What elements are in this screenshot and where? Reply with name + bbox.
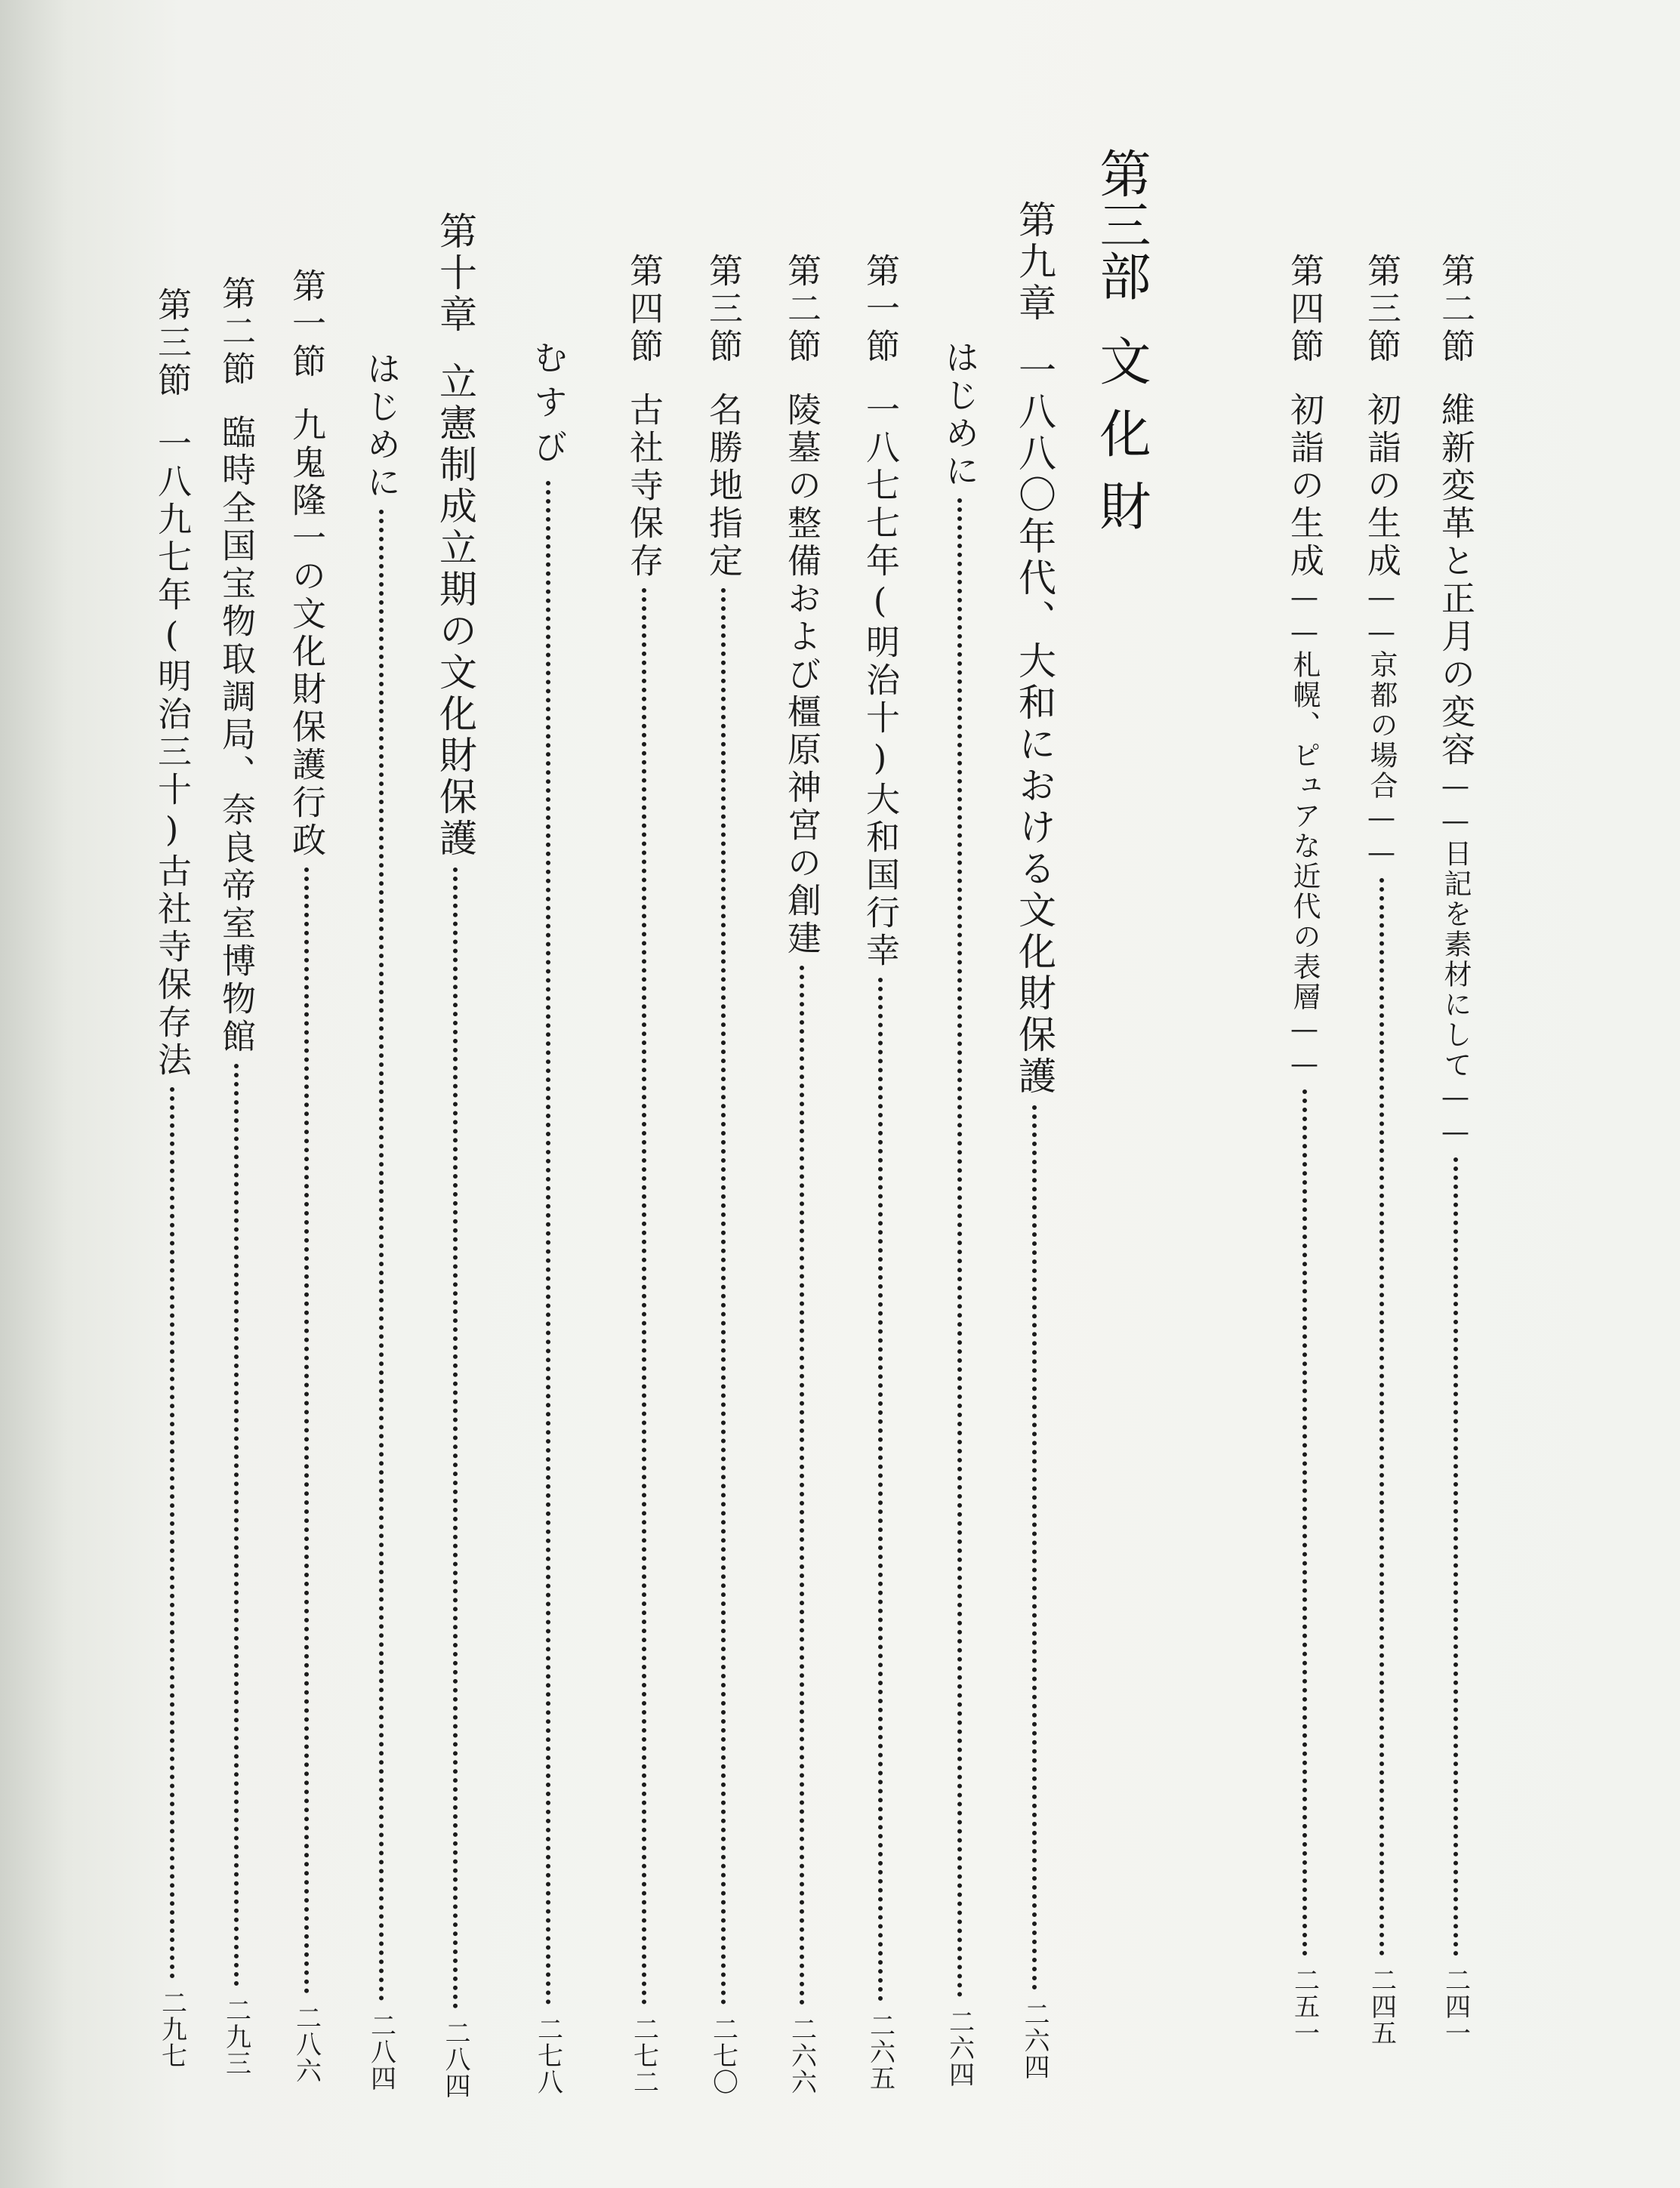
dot-leader (642, 588, 646, 2005)
entry-title: 陵墓の整備および橿原神宮の創建 (781, 392, 822, 958)
section-number: 第三節 (1361, 253, 1401, 366)
page-number: 二四一 (1440, 1967, 1471, 2046)
toc-entry[interactable] (152, 287, 192, 2069)
entry-title: むすび (528, 340, 568, 473)
page-number: 二六五 (865, 2012, 895, 2091)
entry-title: はじめに (939, 340, 979, 491)
chapter-title: 一八八〇年代、大和における文化財保護 (1013, 350, 1056, 1098)
page-number: 二七八 (532, 2016, 563, 2095)
dot-leader (957, 498, 962, 1998)
dot-leader (234, 1064, 239, 1986)
dot-leader (721, 588, 726, 2005)
part-number: 第三部 (1091, 147, 1151, 301)
page-number: 二六四 (1019, 2001, 1050, 2080)
dot-leader (379, 510, 384, 2002)
toc-entry[interactable] (361, 351, 401, 2091)
page-number: 二七二 (628, 2016, 659, 2095)
entry-subtitle: ——日記を素材にして—— (1439, 769, 1472, 1150)
dot-leader (800, 966, 804, 2005)
toc-entry[interactable] (860, 253, 900, 2091)
toc-entry[interactable] (1435, 253, 1475, 2046)
toc-entry[interactable] (1284, 253, 1324, 2046)
part-heading[interactable] (1091, 147, 1151, 552)
page-number: 二九三 (220, 1997, 251, 2076)
entry-title: 古社寺保存 (624, 392, 664, 581)
entry-subtitle: ——京都の場合—— (1365, 581, 1398, 871)
dot-leader (1453, 1157, 1458, 1956)
section-number: 第二節 (216, 276, 256, 389)
chapter-number: 第九章 (1013, 200, 1056, 325)
section-number: 第一節 (860, 253, 900, 366)
page-number: 二八六 (291, 2005, 322, 2084)
entry-title: はじめに (361, 351, 401, 502)
entry-subtitle: ——札幌、ピュアな近代の表層—— (1288, 581, 1321, 1082)
chapter-heading[interactable] (433, 211, 477, 2099)
toc-entry[interactable] (703, 253, 743, 2095)
chapter-title: 立憲制成立期の文化財保護 (433, 362, 477, 860)
toc-entry[interactable] (781, 253, 822, 2095)
page-number: 二六四 (944, 2008, 975, 2088)
section-number: 第三節 (152, 287, 192, 400)
page-number: 二六六 (786, 2016, 817, 2095)
toc-entry[interactable] (939, 340, 979, 2088)
page-number: 二七〇 (707, 2016, 738, 2095)
dot-leader (546, 481, 550, 2005)
dot-leader (170, 1087, 174, 1979)
entry-title: 維新変革と正月の変容 (1435, 392, 1475, 769)
page-number: 二八四 (365, 2012, 396, 2091)
entry-title: 初詣の生成 (1361, 392, 1401, 581)
dot-leader (1302, 1089, 1307, 1956)
page-number: 二四五 (1366, 1967, 1397, 2046)
dot-leader (453, 867, 458, 2009)
toc-entry[interactable] (528, 340, 568, 2095)
dot-leader (304, 867, 309, 1994)
page-number: 二五一 (1289, 1967, 1320, 2046)
section-number: 第一節 (286, 268, 326, 381)
part-title: 文化財 (1091, 334, 1151, 552)
section-number: 第二節 (1435, 253, 1475, 366)
dot-leader (1032, 1105, 1037, 1990)
dot-leader (1379, 878, 1384, 1956)
section-number: 第四節 (1284, 253, 1324, 366)
entry-title: 一八七七年(明治十)大和国行幸 (860, 392, 900, 970)
page-number: 二九七 (156, 1989, 187, 2069)
chapter-heading[interactable] (1013, 200, 1056, 2080)
toc-entry[interactable] (286, 268, 326, 2084)
entry-title: 臨時全国宝物取調局、奈良帝室博物館 (216, 414, 256, 1056)
page-number: 二八四 (440, 2020, 470, 2099)
dot-leader (878, 978, 883, 2002)
toc-entry[interactable] (624, 253, 664, 2095)
section-number: 第二節 (781, 253, 822, 366)
chapter-number: 第十章 (433, 211, 477, 336)
section-number: 第四節 (624, 253, 664, 366)
entry-title: 名勝地指定 (703, 392, 743, 581)
section-number: 第三節 (703, 253, 743, 366)
toc-entry[interactable] (1361, 253, 1401, 2046)
entry-title: 一八九七年(明治三十)古社寺保存法 (152, 426, 192, 1080)
toc-entry[interactable] (216, 276, 256, 2076)
entry-title: 九鬼隆一の文化財保護行政 (286, 407, 326, 860)
entry-title: 初詣の生成 (1284, 392, 1324, 581)
